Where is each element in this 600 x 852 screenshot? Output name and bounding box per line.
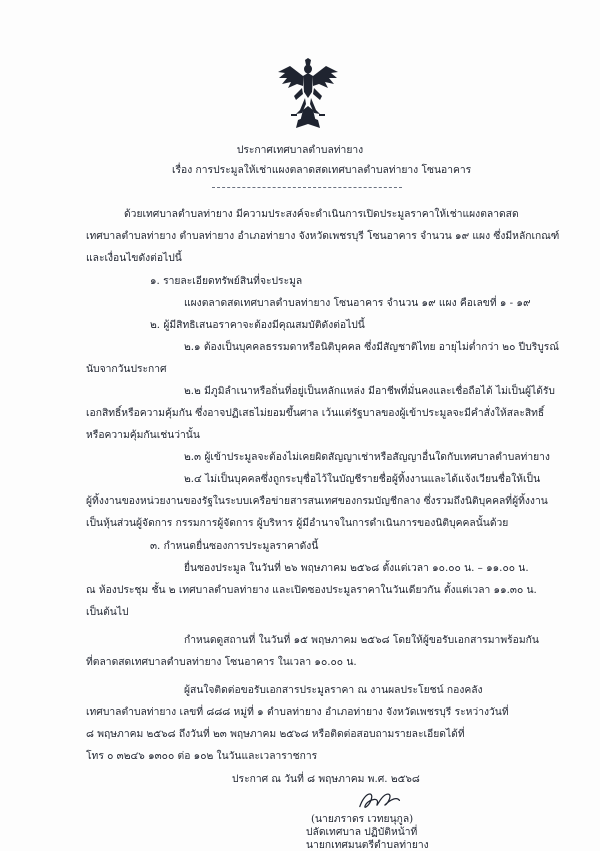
announcement-date: ประกาศ ณ วันที่ ๘ พฤษภาคม พ.ศ. ๒๕๖๘ xyxy=(232,773,420,785)
section-2-line: ผู้ทิ้งงานของหน่วยงานของรัฐในระบบเครือข่ายสารสนเทศของกรมบัญชีกลาง ซึ่งรวมถึงนิติบุคคลที่ผู้ทิ้งงาน xyxy=(86,495,548,507)
section-3-line: เป็นต้นไป xyxy=(86,606,129,618)
intro-line-3: และเงื่อนไขดังต่อไปนี้ xyxy=(86,252,182,264)
intro-line-2: เทศบาลตำบลท่ายาง ตำบลท่ายาง อำเภอท่ายาง จังหวัดเพชรบุรี โซนอาคาร จำนวน ๑๙ แผง ซึ่งมีหลักเกณฑ์ xyxy=(86,230,560,242)
contact-line-4: โทร ๐ ๓๒๔๖ ๑๓๐๐ ต่อ ๑๐๒ ในวันและเวลาราชการ xyxy=(86,750,318,762)
section-2-line: ๒.๑ ต้องเป็นบุคคลธรรมดาหรือนิติบุคคล ซึ่งมีสัญชาติไทย อายุไม่ต่ำกว่า ๒๐ ปีบริบูรณ์ xyxy=(184,341,559,353)
section-2-line: หรือความคุ้มกันเช่นว่านั้น xyxy=(86,429,200,441)
contact-line-3: ๘ พฤษภาคม ๒๕๖๘ ถึงวันที่ ๒๓ พฤษภาคม ๒๕๖๘ หรือติดต่อสอบถามรายละเอียดได้ที่ xyxy=(86,728,465,740)
contact-line-1: ผู้สนใจติดต่อขอรับเอกสารประมูลราคา ณ งานผลประโยชน์ กองคลัง xyxy=(184,684,483,696)
section-2-line: เป็นหุ้นส่วนผู้จัดการ กรรมการผู้จัดการ ผู้บริหาร ผู้มีอำนาจในการดำเนินการของนิติบุคคลนั้นด้วย xyxy=(86,517,509,529)
contact-line-2: เทศบาลตำบลท่ายาง เลขที่ ๘๘๘ หมู่ที่ ๑ ตำบลท่ายาง อำเภอท่ายาง จังหวัดเพชรบุรี ระหว่างวันที่ xyxy=(86,706,509,718)
section-2-line: นับจากวันประกาศ xyxy=(86,363,167,375)
header-divider xyxy=(212,187,402,188)
section-2-line: ๒.๔ ไม่เป็นบุคคลซึ่งถูกระบุชื่อไว้ในบัญชีรายชื่อผู้ทิ้งงานและได้แจ้งเวียนชื่อให้เป็น xyxy=(184,473,541,485)
subject-line: เรื่อง การประมูลให้เช่าแผงตลาดสดเทศบาลตำบลท่ายาง โซนอาคาร xyxy=(172,164,472,176)
section-1-body: แผงตลาดสดเทศบาลตำบลท่ายาง โซนอาคาร จำนวน ๑๙ แผง คือเลขที่ ๑ - ๑๙ xyxy=(184,297,531,309)
signature-mark xyxy=(342,788,416,814)
section-3-line: ยื่นซองประมูล ในวันที่ ๒๖ พฤษภาคม ๒๕๖๘ ตั้งแต่เวลา ๑๐.๐๐ น. – ๑๑.๐๐ น. xyxy=(184,562,529,574)
announcement-title: ประกาศเทศบาลตำบลท่ายาง xyxy=(236,144,364,156)
intro-line-1: ด้วยเทศบาลตำบลท่ายาง มีความประสงค์จะดำเนินการเปิดประมูลราคาให้เช่าแผงตลาดสด xyxy=(124,208,519,220)
section-3-heading: ๓. กำหนดยื่นซองการประมูลราคาดังนี้ xyxy=(150,540,319,552)
section-1-heading: ๑. รายละเอียดทรัพย์สินที่จะประมูล xyxy=(150,275,303,287)
section-2-heading: ๒. ผู้มีสิทธิเสนอราคาจะต้องมีคุณสมบัติดังต่อไปนี้ xyxy=(150,319,365,331)
signatory-name: (นายภราดร เวทยนุกูล) xyxy=(311,813,414,825)
site-visit-line-1: กำหนดดูสถานที่ ในวันที่ ๑๕ พฤษภาคม ๒๕๖๘ โดยให้ผู้ขอรับเอกสารมาพร้อมกัน xyxy=(184,634,539,646)
site-visit-line-2: ที่ตลาดสดเทศบาลตำบลท่ายาง โซนอาคาร ในเวลา ๑๐.๐๐ น. xyxy=(86,656,357,668)
section-2-line: เอกสิทธิ์หรือความคุ้มกัน ซึ่งอาจปฏิเสธไม่ยอมขึ้นศาล เว้นแต่รัฐบาลของผู้เข้าประมูลจะมีคำสั่งให้สละสิทธิ์ xyxy=(86,407,545,419)
section-2-line: ๒.๒ มีภูมิลำเนาหรือถิ่นที่อยู่เป็นหลักแหล่ง มีอาชีพที่มั่นคงและเชื่อถือได้ ไม่เป็นผู้ได้รับ xyxy=(184,385,555,397)
section-3-line: ณ ห้องประชุม ชั้น ๒ เทศบาลตำบลท่ายาง และเปิดซองประมูลราคาในวันเดียวกัน ตั้งแต่เวลา ๑๑.๓๐ น. xyxy=(86,584,537,596)
garuda-emblem-icon xyxy=(276,58,340,130)
signatory-position-2: นายกเทศมนตรีตำบลท่ายาง xyxy=(306,839,429,851)
section-2-line: ๒.๓ ผู้เข้าประมูลจะต้องไม่เคยผิดสัญญาเช่าหรือสัญญาอื่นใดกับเทศบาลตำบลท่ายาง xyxy=(184,451,550,463)
signatory-position-1: ปลัดเทศบาล ปฏิบัติหน้าที่ xyxy=(306,826,418,838)
